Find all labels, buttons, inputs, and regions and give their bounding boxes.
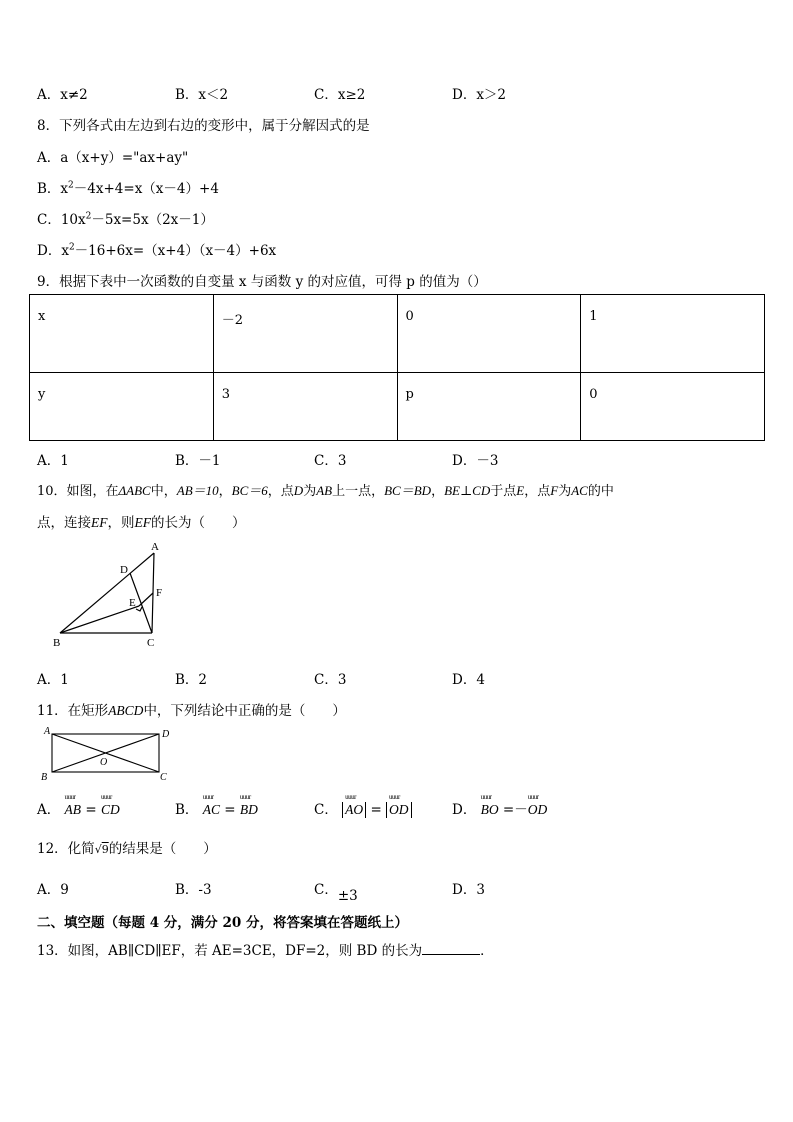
q9-option-d: D．－3 (452, 453, 499, 469)
q10-stem-line1: 10．如图，在ΔABC中，AB＝10，BC＝6，点D为AB上一点，BC＝BD，BE⊥CD于点E，点F为AC的中 (37, 483, 614, 499)
q8-option-d: D．$x^2-16+6x=(x+4)(x-4)+6x$ (37, 242, 277, 259)
q12-option-c: C．±3 (314, 882, 358, 904)
q9-option-a: A．1 (37, 453, 69, 469)
q8-option-a: A．a（x+y）="ax+ay" (37, 150, 189, 166)
q9-option-b: B．－1 (175, 453, 221, 469)
q11-option-b: B． uuur AC = uuur BD (175, 798, 258, 818)
label-c: C (147, 637, 155, 649)
q7-option-d: D．x＞2 (452, 87, 507, 103)
table-cell: 0 (581, 372, 765, 440)
label-d: D (162, 729, 170, 740)
q7-option-a: A．x≠2 (37, 87, 88, 103)
table-cell: 1 (581, 295, 765, 373)
q11-rectangle-figure (38, 724, 178, 782)
answer-blank[interactable] (422, 942, 480, 955)
q9-option-c: C．3 (314, 453, 347, 469)
q11-stem: 11．在矩形ABCD中，下列结论中正确的是（ ） (37, 703, 346, 719)
label-f: F (156, 587, 163, 599)
sqrt-icon: √ (94, 843, 102, 856)
table-cell: －2 (213, 295, 397, 373)
q10-option-d: D．4 (452, 672, 485, 688)
section-heading: 二、填空题（每题 4 分，满分 20 分，将答案填在答题纸上） (37, 915, 408, 931)
q12-option-d: D．3 (452, 882, 485, 898)
label-c: C (160, 772, 167, 782)
q8-stem: 8．下列各式由左边到右边的变形中，属于分解因式的是 (37, 118, 370, 134)
q11-option-d: D． uuur BO =－uuur OD (452, 798, 547, 818)
table-row (30, 372, 765, 440)
table-row (30, 295, 765, 373)
label-b: B (41, 772, 48, 782)
q7-option-c: C．x≥2 (314, 87, 366, 103)
q9-stem: 9．根据下表中一次函数的自变量 x 与函数 y 的对应值，可得 p 的值为（） (37, 274, 487, 290)
q11-option-c: C． uuur AO = uuur OD (314, 798, 412, 818)
table-cell: x (30, 295, 214, 373)
q10-stem-line2: 点，连接EF，则EF的长为（ ） (37, 515, 246, 531)
q10-triangle-figure (50, 538, 180, 654)
label-d: D (120, 564, 128, 576)
q12-option-b: B．-3 (175, 882, 212, 898)
q10-option-c: C．3 (314, 672, 347, 688)
q11-option-a: A． uuur AB = uuur CD (37, 798, 120, 818)
label-o: O (100, 757, 108, 768)
label-e: E (129, 597, 136, 609)
q10-option-b: B．2 (175, 672, 208, 688)
q10-option-a: A．1 (37, 672, 69, 688)
q8-option-c: C．$10x^2-5x=5x(2x-1)$ (37, 211, 214, 228)
q13-stem: 13．如图，AB∥CD∥EF，若 AE=3CE，DF=2，则 BD 的长为 ． (37, 943, 494, 959)
q9-value-table (29, 294, 765, 441)
table-cell: y (30, 372, 214, 440)
q12-stem: 12．化简√9的结果是（ ） (37, 841, 217, 857)
label-b: B (53, 637, 61, 649)
label-a: A (44, 726, 51, 737)
q8-option-b: B．$x^2-4x+4=x(x-4)+4$ (37, 180, 219, 197)
table-cell: 0 (397, 295, 581, 373)
q12-option-a: A．9 (37, 882, 69, 898)
q7-option-b: B．x＜2 (175, 87, 229, 103)
label-a: A (151, 541, 159, 553)
table-cell: p (397, 372, 581, 440)
table-cell: 3 (213, 372, 397, 440)
